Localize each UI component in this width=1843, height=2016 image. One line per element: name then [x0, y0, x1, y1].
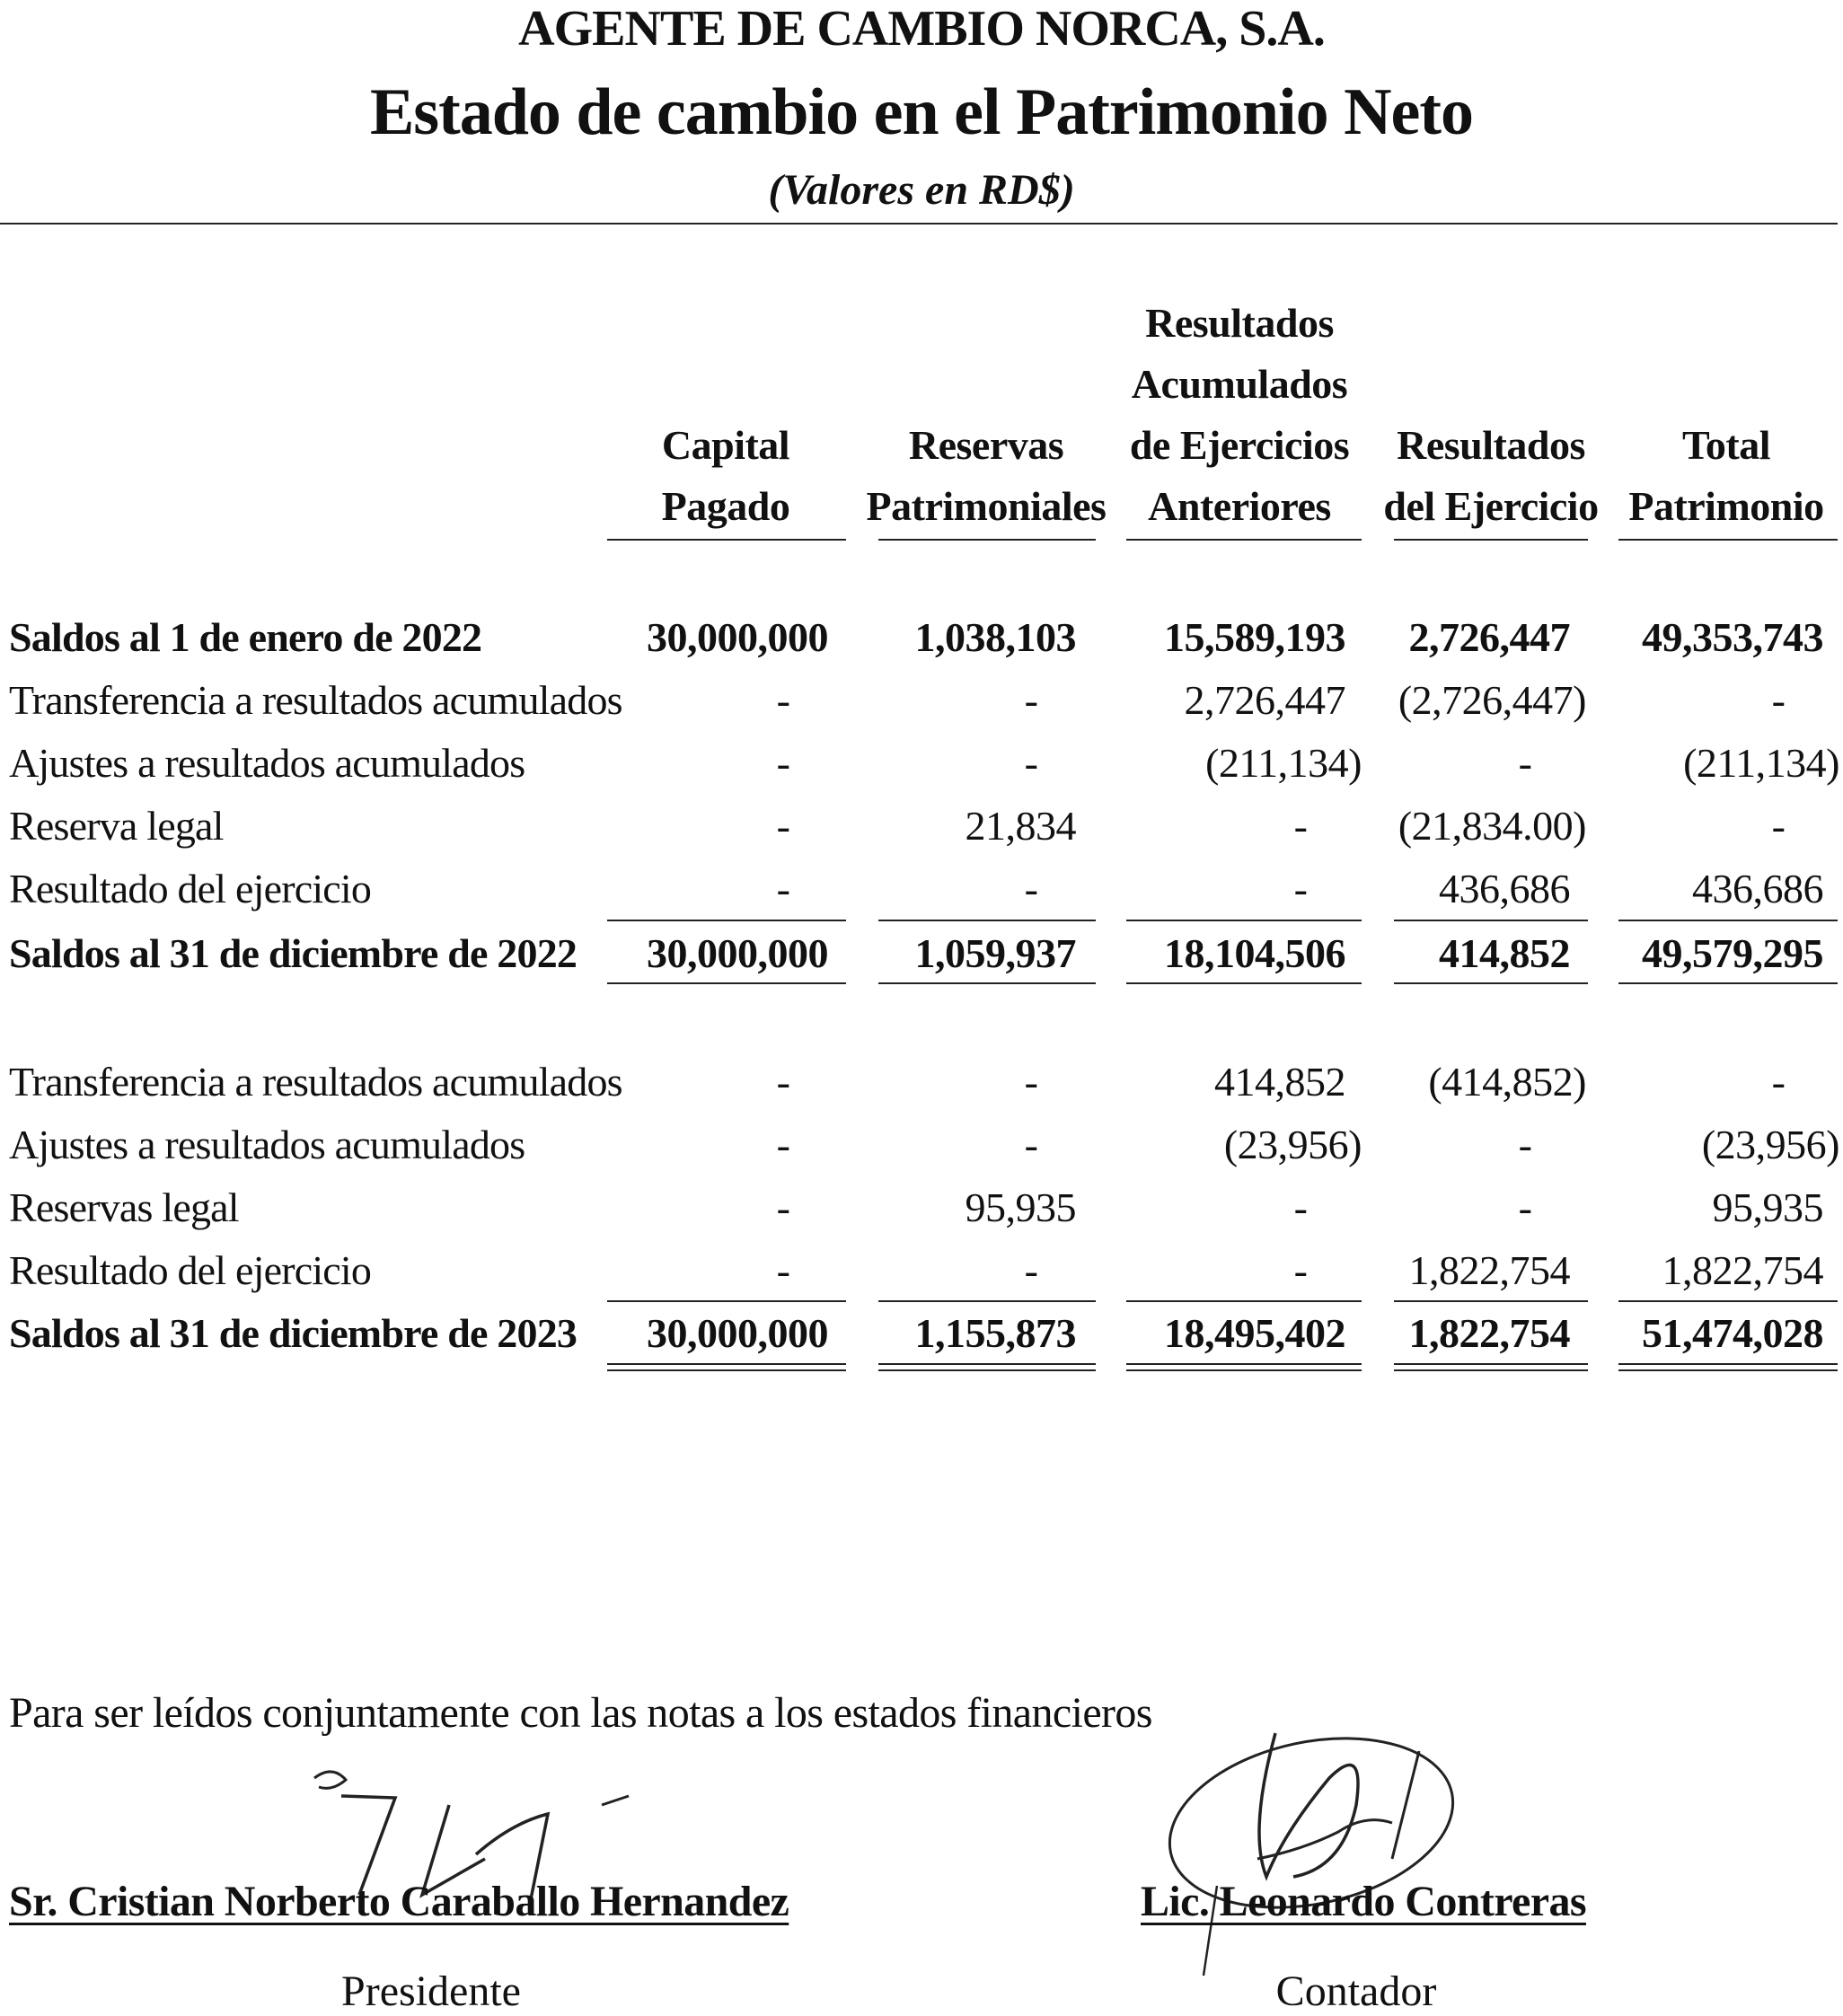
- table-cell: -: [1024, 1059, 1038, 1105]
- table-cell: -: [776, 1059, 790, 1105]
- table-cell: (23,956): [1701, 1122, 1839, 1167]
- column-header-line: Capital: [661, 422, 790, 468]
- table-cell: (21,834.00): [1398, 803, 1586, 849]
- underline: [1618, 920, 1838, 921]
- double-underline: [1126, 1363, 1362, 1365]
- column-header-line: Patrimoniales: [866, 483, 1107, 529]
- double-underline: [607, 1369, 846, 1371]
- underline: [1126, 1300, 1362, 1302]
- column-header: [842, 415, 1130, 537]
- header-rule: [0, 223, 1838, 224]
- table-cell: 436,686: [1439, 866, 1570, 911]
- column-header-line: Reservas: [908, 422, 1064, 468]
- president-name: Sr. Cristian Norberto Caraballo Hernandez: [9, 1878, 789, 1925]
- row-label: Saldos al 31 de diciembre de 2023: [9, 1310, 578, 1356]
- table-cell: -: [1024, 866, 1038, 911]
- underline: [878, 982, 1096, 984]
- table-cell: 1,822,754: [1408, 1310, 1570, 1356]
- underline: [1394, 982, 1588, 984]
- underline: [1394, 920, 1588, 921]
- underline: [878, 920, 1096, 921]
- underline: [607, 539, 846, 541]
- table-cell: 30,000,000: [647, 614, 828, 660]
- table-cell: 436,686: [1692, 866, 1823, 911]
- table-cell: -: [1518, 740, 1532, 786]
- table-cell: 30,000,000: [647, 930, 828, 976]
- table-cell: 15,589,193: [1164, 614, 1345, 660]
- column-header-line: Acumulados: [1131, 361, 1348, 407]
- table-cell: (211,134): [1205, 740, 1362, 786]
- table-cell: 1,059,937: [914, 930, 1076, 976]
- table-cell: (211,134): [1683, 740, 1839, 786]
- table-cell: 1,038,103: [914, 614, 1076, 660]
- table-cell: -: [1518, 1184, 1532, 1230]
- president-role: Presidente: [341, 1968, 521, 2015]
- table-cell: -: [1771, 803, 1786, 849]
- table-cell: 414,852: [1439, 930, 1570, 976]
- table-cell: -: [1293, 1184, 1308, 1230]
- table-cell: -: [776, 803, 790, 849]
- row-label: Transferencia a resultados acumulados: [9, 677, 622, 723]
- signature-contador: [1150, 1724, 1473, 1994]
- column-header-line: Resultados: [1145, 300, 1334, 346]
- column-header: [582, 415, 869, 537]
- underline: [1394, 1300, 1588, 1302]
- double-underline: [878, 1363, 1096, 1365]
- row-label: Reservas legal: [9, 1184, 239, 1230]
- table-cell: -: [1771, 1059, 1786, 1105]
- table-cell: 1,155,873: [914, 1310, 1076, 1356]
- underline: [1394, 539, 1588, 541]
- table-cell: -: [1771, 677, 1786, 723]
- table-cell: -: [1293, 803, 1308, 849]
- double-underline: [1618, 1363, 1838, 1365]
- column-header: [1096, 293, 1383, 537]
- column-header-line: Patrimonio: [1628, 483, 1824, 529]
- table-cell: 49,579,295: [1642, 930, 1823, 976]
- underline: [878, 539, 1096, 541]
- column-header-line: Pagado: [661, 483, 790, 529]
- column-header-line: Resultados: [1397, 422, 1585, 468]
- column-header: [1583, 415, 1843, 537]
- table-cell: 1,822,754: [1662, 1247, 1823, 1293]
- row-label: Saldos al 31 de diciembre de 2022: [9, 930, 578, 976]
- double-underline: [1618, 1369, 1838, 1371]
- table-cell: -: [1024, 740, 1038, 786]
- contador-name: Lic. Leonardo Contreras: [1141, 1878, 1586, 1925]
- underline: [607, 920, 846, 921]
- table-cell: 2,726,447: [1408, 614, 1570, 660]
- table-cell: -: [1293, 1247, 1308, 1293]
- double-underline: [607, 1363, 846, 1365]
- underline: [1126, 982, 1362, 984]
- table-cell: -: [1518, 1122, 1532, 1167]
- table-cell: 18,495,402: [1164, 1310, 1345, 1356]
- underline: [1126, 539, 1362, 541]
- table-cell: 18,104,506: [1164, 930, 1345, 976]
- table-cell: (414,852): [1428, 1059, 1586, 1105]
- row-label: Ajustes a resultados acumulados: [9, 740, 525, 786]
- row-label: Ajustes a resultados acumulados: [9, 1122, 525, 1167]
- underline: [1618, 539, 1838, 541]
- table-cell: -: [776, 866, 790, 911]
- table-cell: -: [776, 1184, 790, 1230]
- table-cell: 51,474,028: [1642, 1310, 1823, 1356]
- table-cell: 1,822,754: [1408, 1247, 1570, 1293]
- table-cell: 414,852: [1214, 1059, 1345, 1105]
- row-label: Resultado del ejercicio: [9, 1247, 372, 1293]
- underline: [1618, 982, 1838, 984]
- table-cell: 2,726,447: [1184, 677, 1345, 723]
- row-label: Reserva legal: [9, 803, 224, 849]
- table-cell: -: [1024, 1122, 1038, 1167]
- column-header-line: Total: [1681, 422, 1771, 468]
- table-cell: -: [776, 677, 790, 723]
- row-label: Resultado del ejercicio: [9, 866, 372, 911]
- table-cell: (2,726,447): [1398, 677, 1586, 723]
- underline: [1618, 1300, 1838, 1302]
- underline: [607, 982, 846, 984]
- table-cell: -: [1024, 1247, 1038, 1293]
- table-cell: (23,956): [1223, 1122, 1362, 1167]
- double-underline: [1394, 1363, 1588, 1365]
- double-underline: [1126, 1369, 1362, 1371]
- contador-role: Contador: [1275, 1968, 1437, 2015]
- table-cell: 21,834: [965, 803, 1076, 849]
- double-underline: [1394, 1369, 1588, 1371]
- footnote: Para ser leídos conjuntamente con las notas a los estados financieros: [9, 1689, 1152, 1737]
- underline: [878, 1300, 1096, 1302]
- table-cell: -: [1024, 677, 1038, 723]
- column-header-line: de Ejercicios: [1129, 422, 1350, 468]
- column-header-line: Anteriores: [1148, 483, 1331, 529]
- underline: [607, 1300, 846, 1302]
- table-cell: -: [776, 1122, 790, 1167]
- statement-title: Estado de cambio en el Patrimonio Neto: [369, 75, 1474, 149]
- table-cell: -: [776, 1247, 790, 1293]
- underline: [1126, 920, 1362, 921]
- double-underline: [878, 1369, 1096, 1371]
- table-cell: -: [776, 740, 790, 786]
- column-header-line: del Ejercicio: [1383, 483, 1599, 529]
- company-name: AGENTE DE CAMBIO NORCA, S.A.: [518, 1, 1325, 57]
- table-cell: 30,000,000: [647, 1310, 828, 1356]
- table-cell: 95,935: [965, 1184, 1076, 1230]
- row-label: Saldos al 1 de enero de 2022: [9, 614, 482, 660]
- row-label: Transferencia a resultados acumulados: [9, 1059, 622, 1105]
- table-cell: 95,935: [1712, 1184, 1823, 1230]
- table-cell: -: [1293, 866, 1308, 911]
- currency-note: (Valores en RD$): [768, 166, 1075, 214]
- table-cell: 49,353,743: [1642, 614, 1823, 660]
